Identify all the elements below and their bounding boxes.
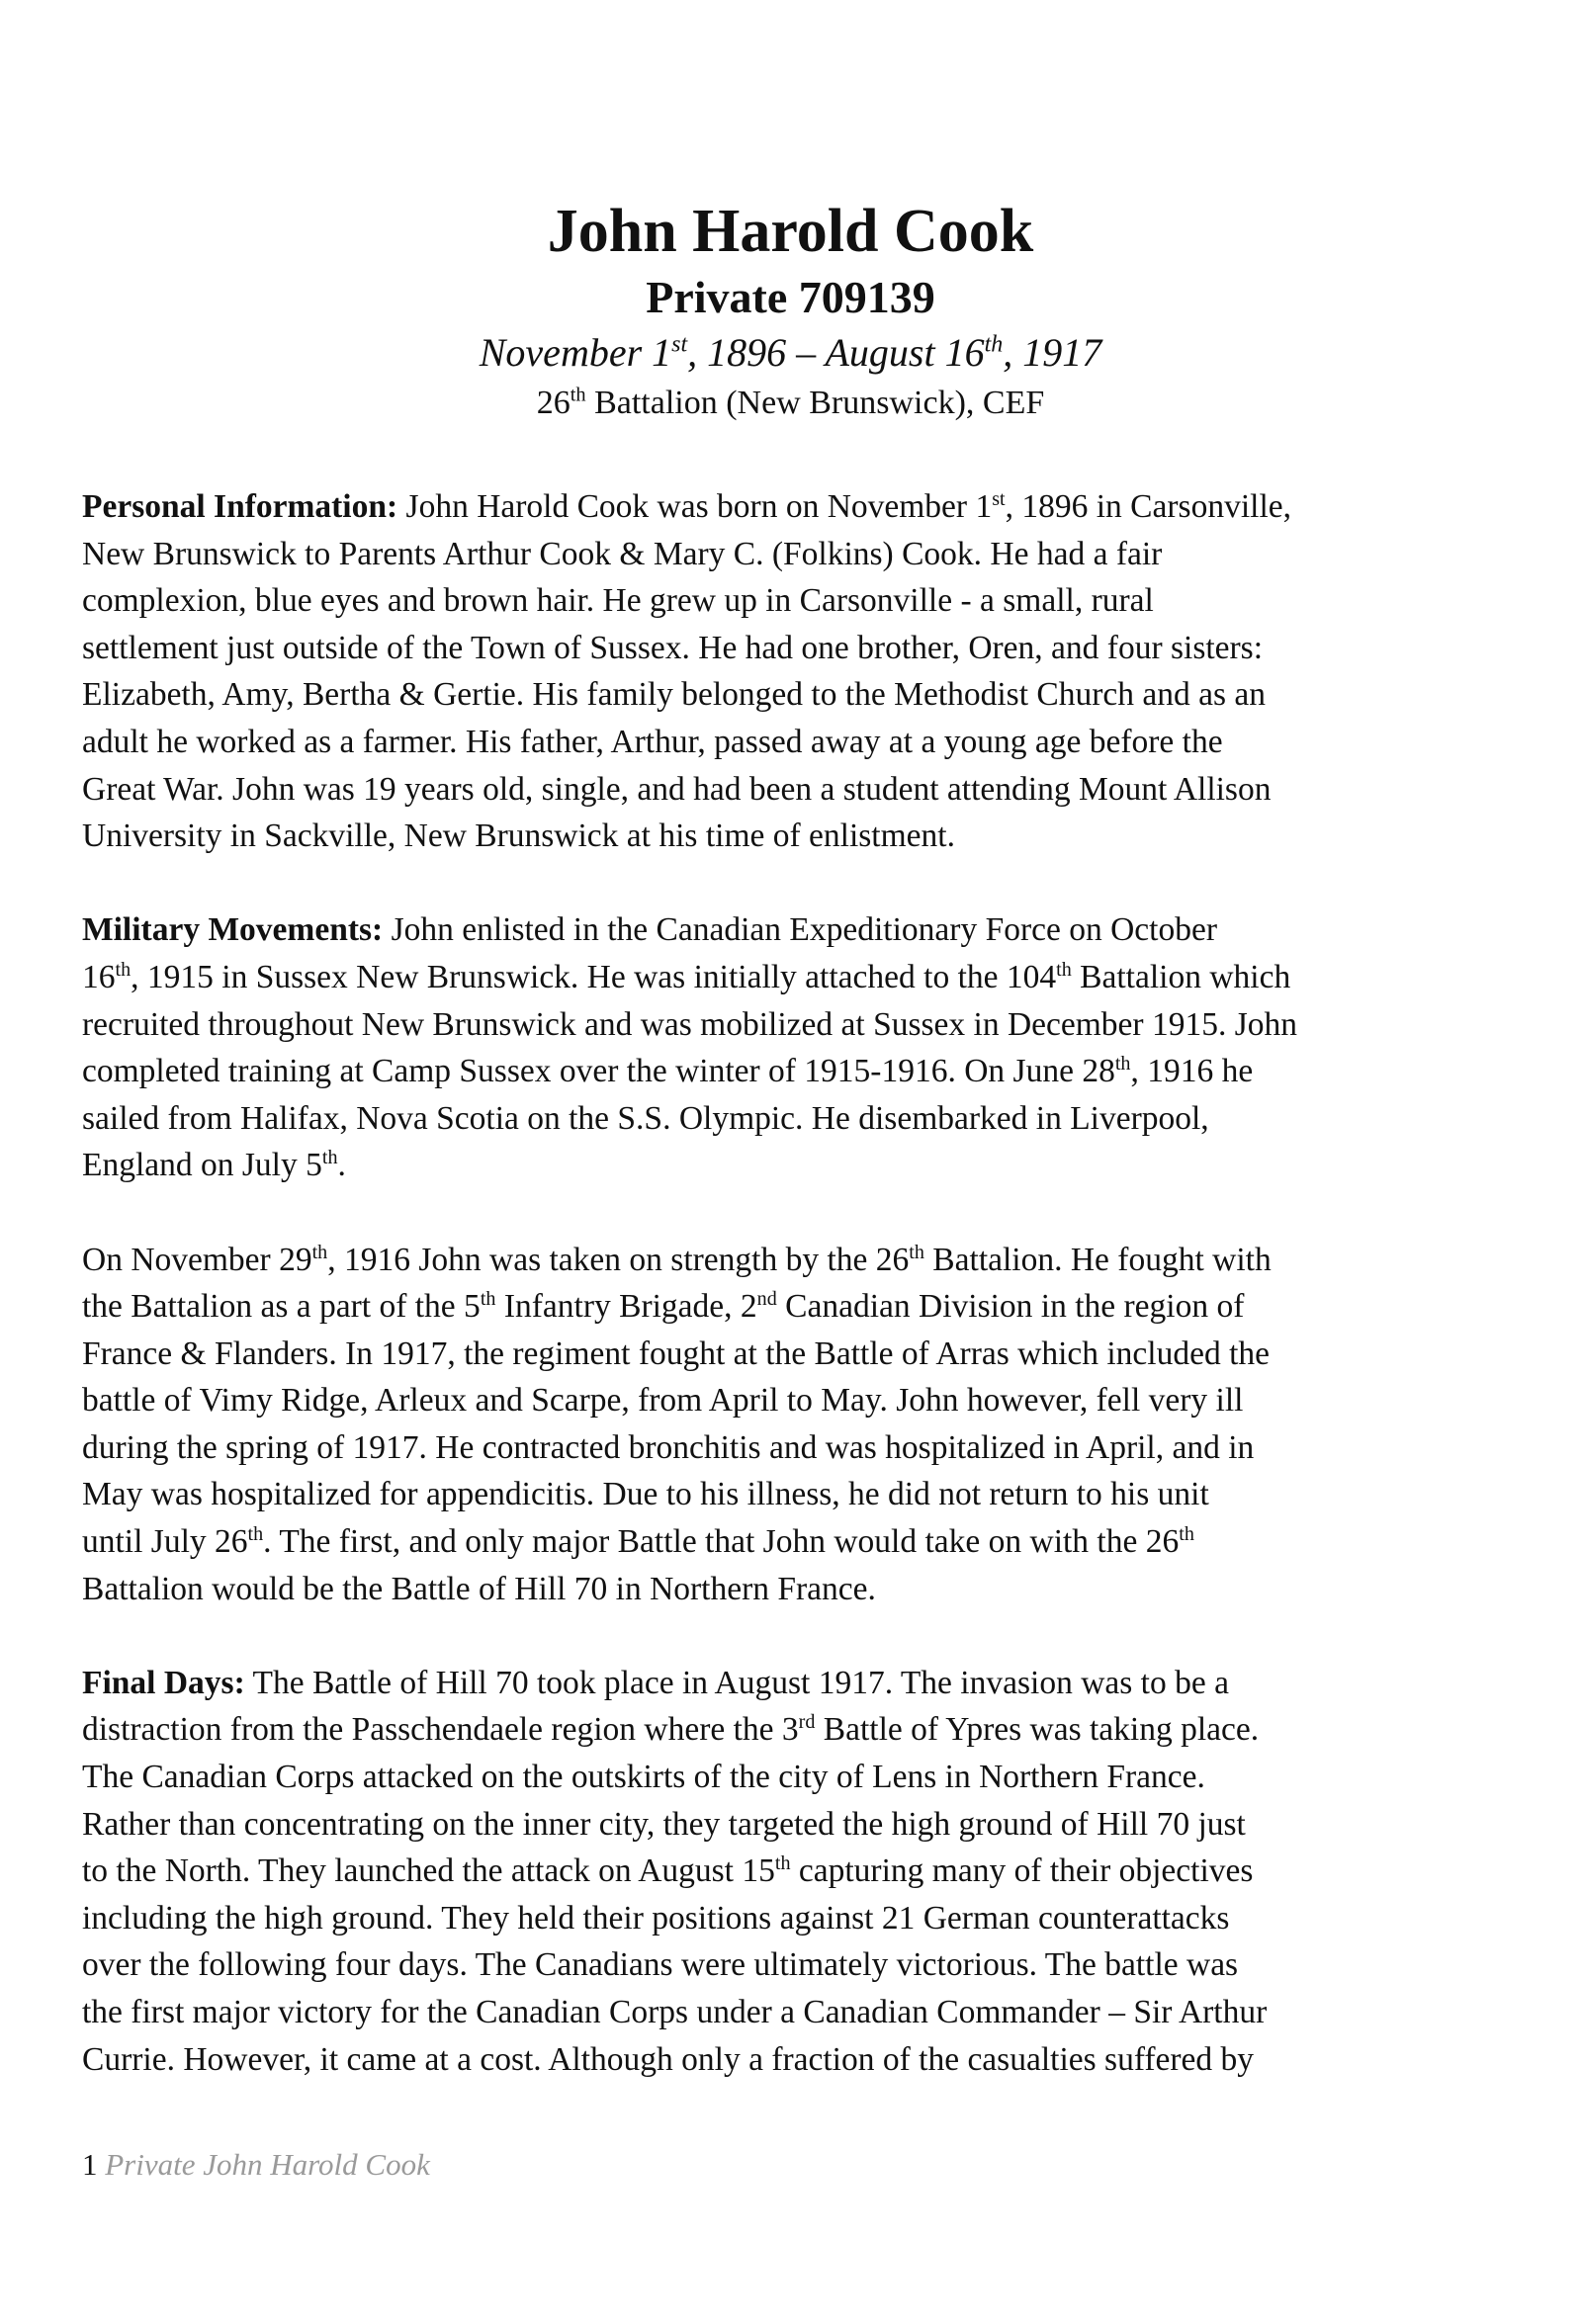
- page-number: 1: [82, 2147, 98, 2182]
- personal-information-label: Personal Information:: [82, 488, 398, 525]
- final-days-label: Final Days:: [82, 1664, 245, 1701]
- unit-line: 26th Battalion (New Brunswick), CEF: [536, 384, 1045, 421]
- service-rank-number: Private 709139: [646, 272, 935, 322]
- life-dates: November 1st, 1896 – August 16th, 1917: [479, 330, 1102, 375]
- page-title: John Harold Cook: [547, 198, 1034, 265]
- personal-information-paragraph: Personal Information: John Harold Cook was born on November 1st, 1896 in Carsonville, New Brunswick to Parents Arthur Cook & Mary C. (Folkins) Cook. He had a fair complexion, blue eyes and brown hair. He grew up in Carsonville - a small, rural settlement just outside of the Town of Sussex. He had one brother, Oren, and four sisters: Elizabeth, Amy, Bertha & Gertie. His family belonged to the Methodist Church and as an adult he worked as a farmer. His father, Arthur, passed away at a young age before the Great War. John was 19 years old, single, and had been a student attending Mount Allison University in Sackville, New Brunswick at his time of enlistment.: [82, 487, 1292, 855]
- military-movements-label: Military Movements:: [82, 911, 384, 949]
- document-body: [82, 483, 1500, 2130]
- final-days-paragraph: Final Days: The Battle of Hill 70 took place in August 1917. The invasion was to be a distraction from the Passchendaele region where the 3rd Battle of Ypres was taking place. The Canadian Corps attacked on the outskirts of the city of Lens in Northern France. Rather than concentrating on the inner city, they targeted the high ground of Hill 70 just to the North. They launched the attack on August 15th capturing many of their objectives including the high ground. They held their positions against 21 German counterattacks over the following four days. The Canadians were ultimately victorious. The battle was the first major victory for the Canadian Corps under a Canadian Commander – Sir Arthur Currie. However, it came at a cost. Although only a fraction of the casualties suffered by: [82, 1664, 1268, 2078]
- footer-text: Private John Harold Cook: [105, 2147, 430, 2182]
- military-movements-paragraph: Military Movements: John enlisted in the Canadian Expeditionary Force on October 16th, 1915 in Sussex New Brunswick. He was initially attached to the 104th Battalion which recruited throughout New Brunswick and was mobilized at Sussex in December 1915. John completed training at Camp Sussex over the winter of 1915-1916. On June 28th, 1916 he sailed from Halifax, Nova Scotia on the S.S. Olympic. He disembarked in Liverpool, England on July 5th.: [82, 911, 1297, 1184]
- taken-on-strength-paragraph: On November 29th, 1916 John was taken on strength by the 26th Battalion. He fought with the Battalion as a part of the 5th Infantry Brigade, 2nd Canadian Division in the region of France & Flanders. In 1917, the regiment fought at the Battle of Arras which included the battle of Vimy Ridge, Arleux and Scarpe, from April to May. John however, fell very ill during the spring of 1917. He contracted bronchitis and was hospitalized in April, and in May was hospitalized for appendicitis. Due to his illness, he did not return to his unit until July 26th. The first, and only major Battle that John would take on with the 26th Battalion would be the Battle of Hill 70 in Northern France.: [82, 1241, 1272, 1607]
- page-footer: [82, 2145, 430, 2185]
- document-header: [0, 194, 1581, 427]
